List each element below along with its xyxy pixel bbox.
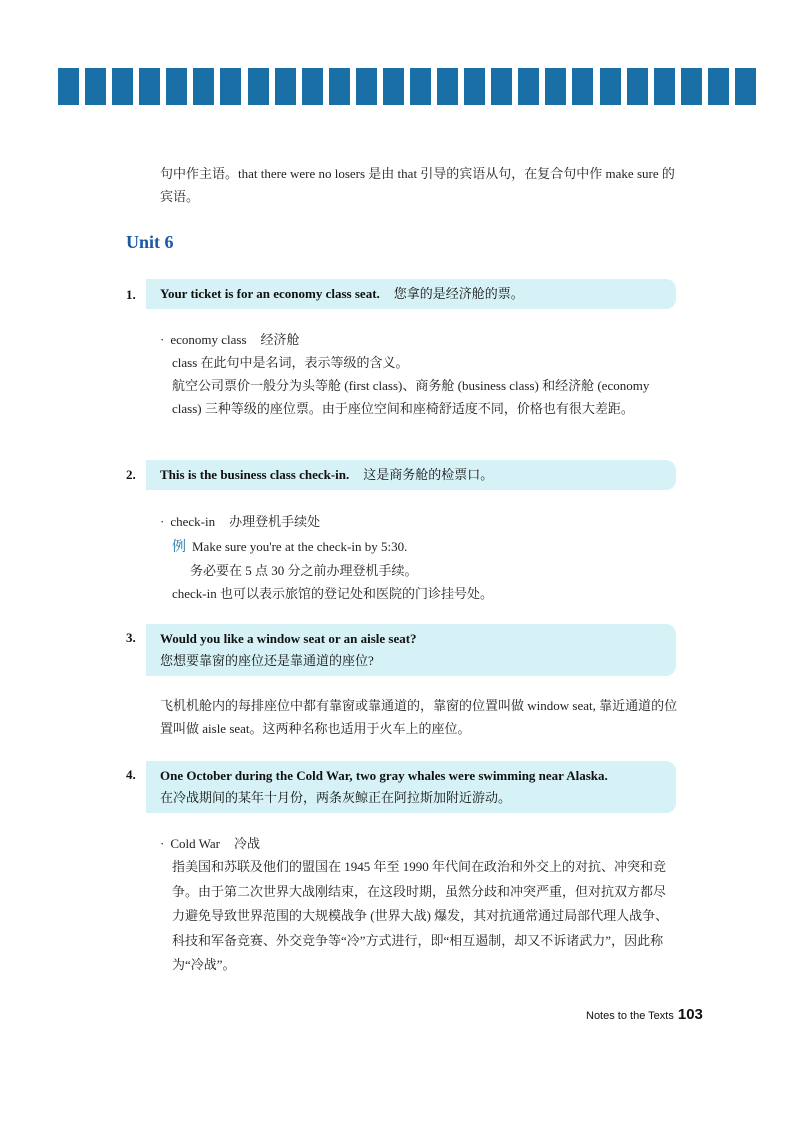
header-stripe — [193, 68, 214, 105]
example-zh: 务必要在 5 点 30 分之前办理登机手续。 — [190, 563, 418, 578]
header-stripes — [58, 68, 756, 105]
header-stripe — [518, 68, 539, 105]
note-term: Cold War — [170, 836, 220, 851]
sentence-box — [146, 279, 676, 309]
header-stripe — [112, 68, 133, 105]
bullet: · — [160, 514, 165, 529]
note-term-line — [160, 328, 678, 351]
note-term-zh: 办理登机手续处 — [229, 514, 321, 529]
sentence-en: One October during the Cold War, two gray whales were swimming near Alaska. — [160, 768, 608, 783]
note-term: economy class — [170, 332, 247, 347]
sentence-box — [146, 624, 676, 676]
sentence-zh: 您想要靠窗的座位还是靠通道的座位? — [160, 653, 374, 668]
note-block — [160, 328, 678, 420]
bullet: · — [160, 836, 165, 851]
note-term-line — [160, 510, 678, 533]
sentence-en: Would you like a window seat or an aisle seat? — [160, 631, 417, 646]
header-stripe — [681, 68, 702, 105]
page-footer — [586, 1006, 703, 1023]
item-number: 4. — [126, 767, 136, 782]
note-term: check-in — [170, 514, 216, 529]
unit-title: Unit 6 — [126, 232, 174, 252]
header-stripe — [491, 68, 512, 105]
header-stripe — [708, 68, 729, 105]
example-block — [172, 535, 678, 605]
sentence-zh: 这是商务舱的检票口。 — [363, 467, 494, 482]
header-stripe — [275, 68, 296, 105]
sentence-box — [146, 761, 676, 813]
header-stripe — [220, 68, 241, 105]
note-term-line — [160, 832, 678, 855]
page-number: 103 — [677, 1006, 703, 1023]
header-stripe — [572, 68, 593, 105]
note-text: 指美国和苏联及他们的盟国在 1945 年至 1990 年代间在政治和外交上的对抗、冲突和竞争。由于第二次世界大战刚结束，在这段时期，虽然分歧和冲突严重，但对抗双方都尽力避免导致世界范围的大规模战争 (世界大战) 爆发，其对抗通常通过局部代理人战争、科技和军备竞赛、外交竞争等“冷”方式进行，即“相互遏制，却又不诉诸武力”，因此称为“冷战”。 — [172, 859, 669, 972]
header-stripe — [735, 68, 756, 105]
item-number: 2. — [126, 467, 136, 482]
header-stripe — [654, 68, 675, 105]
footer-label: Notes to the Texts — [586, 1010, 674, 1022]
sentence-en: This is the business class check-in. — [160, 467, 350, 482]
note-line: check-in 也可以表示旅馆的登记处和医院的门诊挂号处。 — [172, 586, 494, 601]
note-term-zh: 经济舱 — [260, 332, 300, 347]
header-stripe — [329, 68, 350, 105]
item-number: 1. — [126, 287, 136, 302]
header-stripe — [464, 68, 485, 105]
header-stripe — [545, 68, 566, 105]
sentence-zh: 您拿的是经济舱的票。 — [393, 286, 524, 301]
header-stripe — [139, 68, 160, 105]
explanation-paragraph: 飞机机舱内的每排座位中都有靠窗或靠通道的，靠窗的位置叫做 window seat, 靠近通道的位置叫做 aisle seat。这两种名称也适用于火车上的座位。 — [160, 698, 678, 736]
note-block — [160, 510, 678, 533]
item-number: 3. — [126, 630, 136, 645]
header-stripe — [356, 68, 377, 105]
note-line: class 在此句中是名词，表示等级的含义。 — [172, 355, 409, 370]
header-stripe — [58, 68, 79, 105]
bullet: · — [160, 332, 165, 347]
note-block — [160, 832, 678, 978]
header-stripe — [85, 68, 106, 105]
example-mark-icon: 例 — [172, 539, 186, 555]
header-stripe — [302, 68, 323, 105]
header-stripe — [166, 68, 187, 105]
header-stripe — [627, 68, 648, 105]
header-stripe — [410, 68, 431, 105]
header-stripe — [383, 68, 404, 105]
sentence-box — [146, 460, 676, 490]
example-en: Make sure you're at the check-in by 5:30. — [192, 539, 408, 554]
sentence-zh: 在冷战期间的某年十月份，两条灰鲸正在阿拉斯加附近游动。 — [160, 790, 512, 805]
header-stripe — [600, 68, 621, 105]
header-stripe — [248, 68, 269, 105]
note-line: 航空公司票价一般分为头等舱 (first class)、商务舱 (business class) 和经济舱 (economy class) 三种等级的座位票。由于座位空间和座椅舒适度不同，价格也有很大差距。 — [172, 378, 650, 416]
header-stripe — [437, 68, 458, 105]
note-term-zh: 冷战 — [233, 836, 260, 851]
intro-paragraph: 句中作主语。that there were no losers 是由 that 引导的宾语从句，在复合句中作 make sure 的宾语。 — [160, 166, 675, 204]
sentence-en: Your ticket is for an economy class seat. — [160, 286, 380, 301]
example-line — [172, 535, 678, 559]
